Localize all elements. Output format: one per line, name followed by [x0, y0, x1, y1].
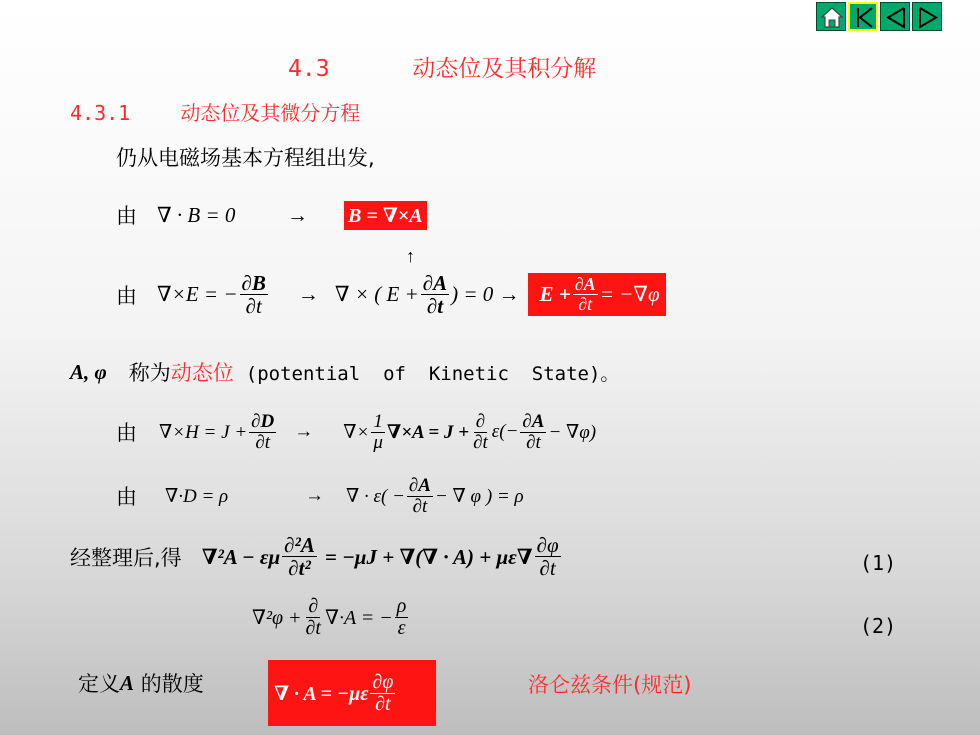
curl-tail: ) = 0 →	[451, 282, 520, 307]
you-label: 由	[116, 485, 137, 510]
eq1-frac	[282, 534, 317, 579]
frac-den: ∂t	[473, 431, 488, 453]
eq2-tag: (2)	[860, 614, 897, 638]
frac-den: ∂t	[245, 294, 262, 319]
equation-1	[70, 534, 563, 579]
equation-line-3	[116, 412, 596, 453]
frac-den: ∂t	[426, 294, 444, 319]
frac-num: 1	[373, 411, 383, 432]
expr-part: − ∇φ)	[548, 421, 597, 443]
frac-den: ∂t²	[288, 556, 311, 581]
expr-part: ∇ · ε( −	[346, 485, 405, 507]
faraday-fraction	[240, 272, 268, 317]
box-pre: E +	[539, 282, 571, 307]
eq2-lhs: ∇²φ +	[252, 607, 302, 629]
home-icon	[817, 3, 847, 32]
equation-2	[252, 596, 410, 639]
eq1-rhs: = −μJ + ∇(∇ · A) + με∇	[324, 544, 533, 569]
curl-expr: ∇ × ( E +	[334, 282, 419, 307]
you-label: 由	[116, 204, 137, 228]
ampere-fraction	[249, 412, 276, 453]
frac-den: ∂t	[412, 495, 428, 517]
title-text: 动态位及其积分解	[412, 56, 597, 81]
arrow: →	[305, 485, 324, 507]
frac-den: ∂t	[526, 431, 541, 453]
expr-part: − ∇ φ ) = ρ	[434, 485, 524, 507]
eq2-rhs: ∇·A = −	[324, 607, 393, 629]
expr-part: ∇×A = J +	[386, 421, 470, 443]
frac-den: ∂t	[255, 431, 271, 453]
you-label: 由	[116, 283, 137, 308]
frac-num: ∂A	[408, 475, 431, 496]
arrow: →	[287, 202, 308, 227]
arrow: →	[294, 421, 314, 443]
first-page-button[interactable]	[848, 2, 878, 31]
frac-num: ∂B	[241, 271, 266, 295]
frac-num: ∂A	[522, 411, 545, 432]
faraday-lhs: ∇×E = −	[157, 282, 238, 307]
gauge-frac	[370, 672, 395, 715]
definition-line	[70, 357, 619, 387]
next-button[interactable]	[912, 2, 942, 31]
section-title: 动态位及其微分方程	[180, 103, 361, 125]
up-arrow: ↑	[406, 246, 415, 266]
lorenz-gauge-box	[268, 660, 436, 726]
equation-line-2	[116, 272, 666, 317]
prev-icon	[881, 3, 911, 32]
gauge-label-pre: 定义	[78, 672, 120, 696]
first-page-icon	[850, 4, 878, 31]
equation-line-1	[116, 200, 427, 230]
next-icon	[913, 3, 943, 32]
gauge-label-post: 的散度	[134, 672, 204, 696]
dadt-fraction	[520, 412, 546, 453]
section-number: 4.3.1	[70, 101, 131, 125]
slide-title	[288, 50, 596, 83]
expr-part: ε(−	[491, 421, 519, 443]
frac-num: ∂	[475, 411, 486, 432]
frac-den: μ	[373, 431, 383, 453]
eq1-label: 经整理后,得	[70, 545, 182, 570]
frac-num: ∂A	[574, 274, 596, 295]
title-number: 4.3	[288, 56, 330, 82]
you-label: 由	[116, 421, 137, 446]
frac-den: ∂t	[305, 617, 321, 639]
section-heading	[70, 97, 360, 126]
gauss-electric-eq: ∇·D = ρ	[165, 485, 229, 507]
eq1-tag: (1)	[860, 551, 897, 575]
frac-num: ∂φ	[372, 670, 394, 693]
box-post: = −∇φ	[599, 282, 660, 307]
prev-button[interactable]	[880, 2, 910, 31]
electric-field-box	[528, 273, 666, 316]
frac-num: ρ	[396, 595, 407, 617]
inv-mu-fraction	[371, 412, 385, 453]
def-term: 动态位	[170, 361, 234, 385]
eq2-frac	[304, 596, 323, 639]
frac-num: ∂D	[251, 411, 275, 432]
frac-num: ∂φ	[536, 533, 559, 557]
ampere-lhs: ∇×H = J +	[159, 421, 248, 443]
frac-den: ∂t	[539, 556, 556, 581]
home-button[interactable]	[816, 2, 846, 31]
def-pre: 称为	[128, 361, 171, 385]
frac-num: ∂	[308, 595, 319, 617]
intro-text: 仍从电磁场基本方程组出发,	[116, 146, 375, 170]
curl-fraction	[421, 272, 449, 317]
gauss-magnetic-eq: ∇ · B = 0	[157, 202, 236, 227]
frac-num: ∂A	[422, 271, 448, 295]
box-fraction	[573, 275, 598, 314]
frac-den: ∂t	[375, 692, 391, 715]
gauge-expr: ∇ · A = −με	[274, 682, 369, 705]
dt-fraction	[471, 412, 490, 453]
gauge-label	[78, 668, 204, 698]
frac-den: ε	[397, 617, 406, 639]
vector-potential-box: B = ∇×A	[344, 201, 427, 230]
frac-den: ∂t	[578, 294, 593, 315]
eq1-lhs: ∇²A − εμ	[201, 544, 281, 569]
lorenz-condition-label: 洛仑兹条件(规范)	[528, 673, 692, 697]
dadt-fraction	[407, 476, 433, 517]
eq2-frac2	[395, 596, 409, 639]
gauge-label-sym: A	[120, 670, 135, 695]
frac-num: ∂²A	[284, 533, 315, 557]
def-paren: (potential of Kinetic State)。	[245, 362, 620, 385]
nav-bar	[816, 2, 942, 31]
equation-line-4	[116, 476, 524, 517]
expr-part: ∇×	[343, 421, 370, 443]
arrow: →	[297, 282, 319, 307]
eq1-frac2	[535, 534, 561, 579]
potential-symbols: A, φ	[70, 359, 107, 384]
